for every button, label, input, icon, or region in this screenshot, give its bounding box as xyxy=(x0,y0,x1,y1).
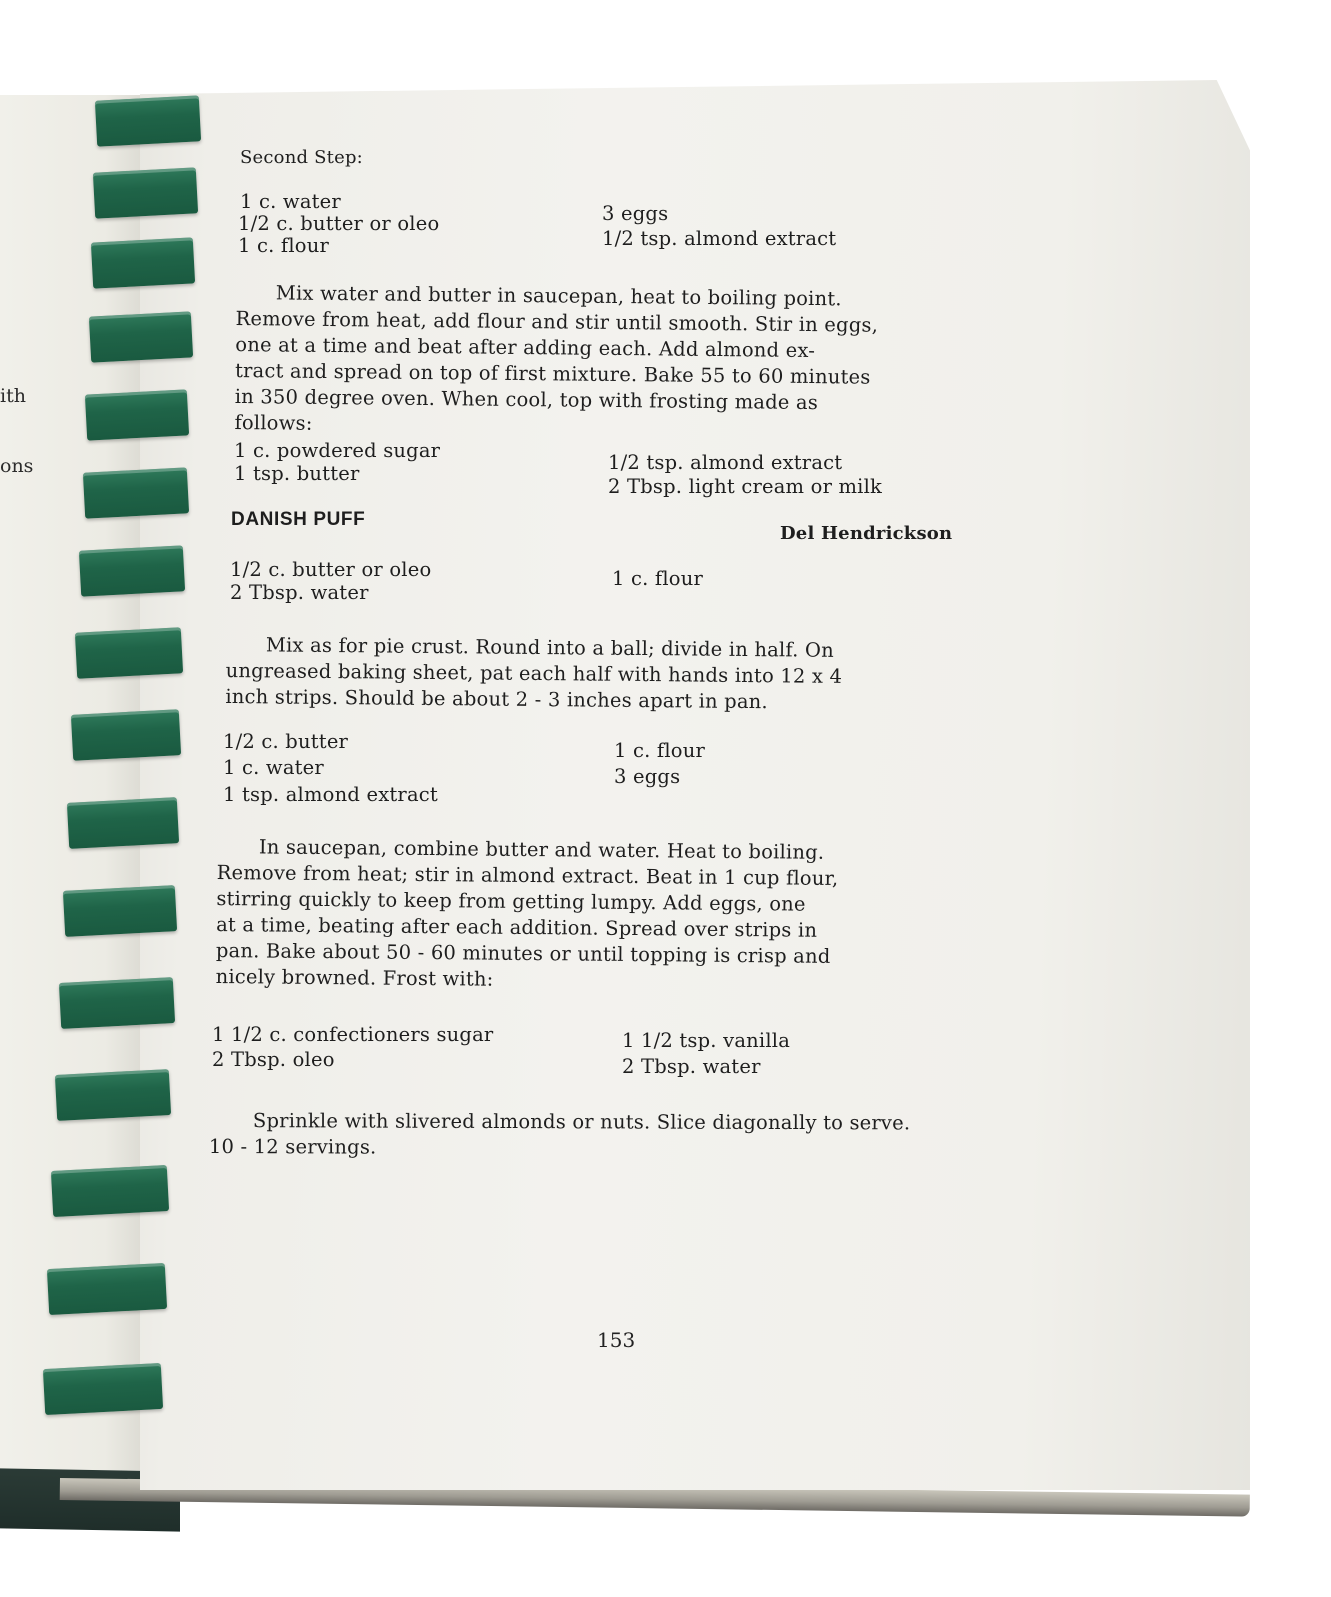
spiral-ring xyxy=(43,1363,163,1415)
directions-line: Mix water and butter in saucepan, heat to boiling point. xyxy=(275,281,842,311)
directions-paragraph xyxy=(234,280,878,443)
directions-line: at a time, beating after each addition. Spread over strips in xyxy=(216,912,818,942)
spiral-ring xyxy=(51,1165,169,1217)
ingredient: 2 Tbsp. oleo xyxy=(212,1048,335,1071)
spiral-ring xyxy=(67,797,179,849)
directions-line: Remove from heat, add flour and stir until smooth. Stir in eggs, xyxy=(235,306,879,337)
spiral-ring xyxy=(55,1069,171,1121)
ingredient: 1/2 tsp. almond extract xyxy=(608,451,843,474)
ingredient: 1/2 c. butter or oleo xyxy=(238,212,440,235)
spiral-ring xyxy=(75,627,183,678)
ingredient: 1 c. water xyxy=(240,190,341,213)
ingredient: 1 tsp. butter xyxy=(234,462,360,485)
section-heading: Second Step: xyxy=(240,147,363,168)
directions-line: follows: xyxy=(234,410,313,435)
spiral-ring xyxy=(85,389,189,440)
directions-paragraph xyxy=(216,834,839,996)
ingredient: 1 c. flour xyxy=(612,567,703,590)
ingredient: 2 Tbsp. water xyxy=(230,581,369,604)
directions-line: one at a time and beat after adding each. Add almond ex- xyxy=(235,332,816,363)
recipe-author: Del Hendrickson xyxy=(780,523,953,544)
spiral-ring xyxy=(63,885,177,937)
ingredient: 1 c. powdered sugar xyxy=(234,439,441,462)
directions-line: stirring quickly to keep from getting lumpy. Add eggs, one xyxy=(216,886,806,916)
spiral-ring xyxy=(95,95,201,146)
directions-line: tract and spread on top of first mixture. Bake 55 to 60 minutes xyxy=(234,358,871,389)
left-page-fragment: ons xyxy=(0,455,34,477)
ingredient: 1 tsp. almond extract xyxy=(223,783,438,806)
spiral-ring xyxy=(79,545,185,596)
spiral-ring xyxy=(89,311,193,362)
directions-line: pan. Bake about 50 - 60 minutes or until topping is crisp and xyxy=(215,938,831,968)
recipe-title: DANISH PUFF xyxy=(231,509,366,530)
spiral-ring xyxy=(93,167,198,218)
ingredient: 1/2 tsp. almond extract xyxy=(602,227,837,250)
ingredient: 3 eggs xyxy=(614,765,681,788)
spiral-ring xyxy=(47,1263,167,1315)
directions-line: nicely browned. Frost with: xyxy=(215,964,494,991)
ingredient: 1/2 c. butter or oleo xyxy=(230,558,432,581)
spiral-ring xyxy=(91,237,195,288)
ingredient: 2 Tbsp. light cream or milk xyxy=(608,475,883,498)
closing-line: 10 - 12 servings. xyxy=(208,1134,377,1159)
ingredient: 1 c. flour xyxy=(614,739,705,762)
page-number: 153 xyxy=(597,1328,636,1352)
ingredient: 1 c. flour xyxy=(238,234,329,257)
directions-line: ungreased baking sheet, pat each half with hands into 12 x 4 xyxy=(225,658,843,688)
closing-paragraph xyxy=(209,1108,911,1162)
ingredient: 1 1/2 c. confectioners sugar xyxy=(212,1023,494,1046)
directions-line: inch strips. Should be about 2 - 3 inches apart in pan. xyxy=(225,684,768,714)
directions-line: Mix as for pie crust. Round into a ball; divide in half. On xyxy=(265,633,835,662)
closing-line: Sprinkle with slivered almonds or nuts. Slice diagonally to serve. xyxy=(252,1109,911,1135)
ingredient: 1 c. water xyxy=(223,756,324,779)
directions-line: Remove from heat; stir in almond extract. Beat in 1 cup flour, xyxy=(216,860,839,890)
ingredient: 3 eggs xyxy=(602,202,669,225)
directions-line: In saucepan, combine butter and water. Heat to boiling. xyxy=(258,835,825,864)
spiral-ring xyxy=(71,709,181,761)
ingredient: 2 Tbsp. water xyxy=(622,1055,761,1078)
spiral-ring xyxy=(83,467,189,518)
spiral-ring xyxy=(59,977,175,1029)
directions-line: in 350 degree oven. When cool, top with frosting made as xyxy=(234,384,819,415)
ingredient: 1/2 c. butter xyxy=(223,730,349,753)
ingredient: 1 1/2 tsp. vanilla xyxy=(622,1029,791,1052)
directions-paragraph xyxy=(225,632,842,716)
left-page-fragment: ith xyxy=(0,385,26,407)
